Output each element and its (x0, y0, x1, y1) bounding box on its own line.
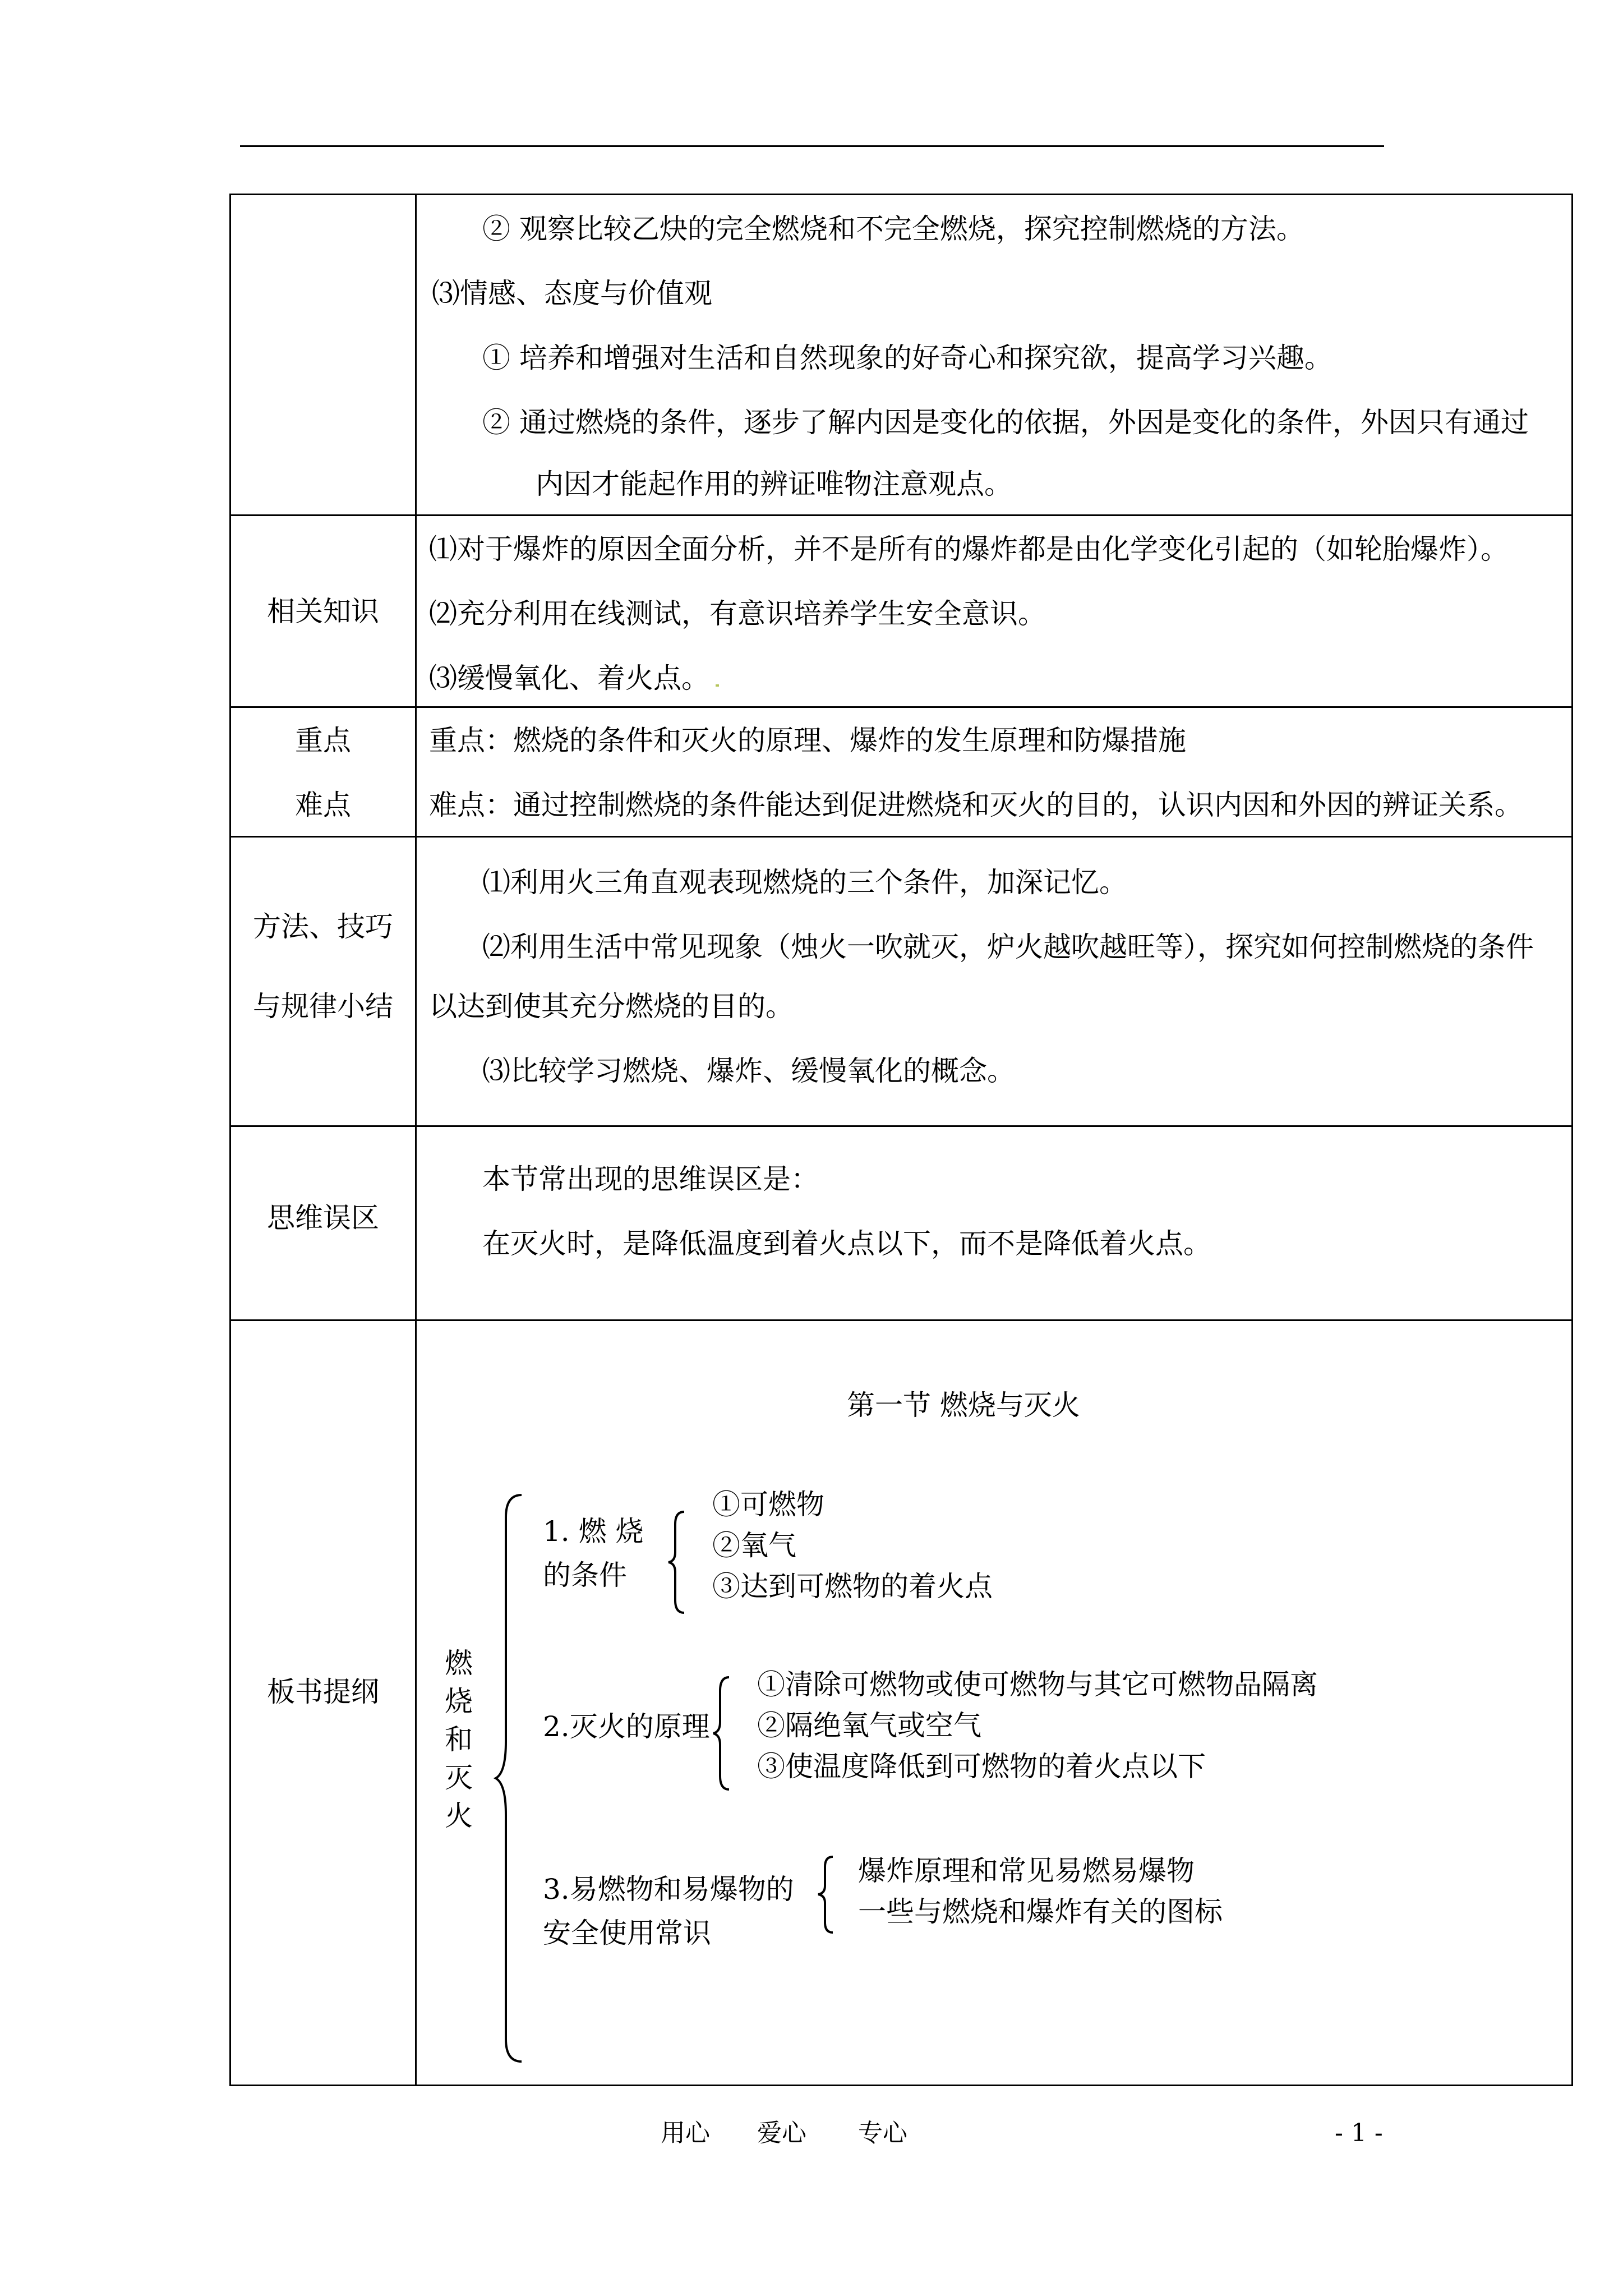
branch-3-item: 爆炸原理和常见易燃易爆物 (858, 1855, 1195, 1887)
objective-line-continuation: 内因才能起作用的辨证唯物注意观点。 (536, 468, 1012, 500)
row-label-methods: 方法、技巧 (253, 910, 393, 943)
objective-line: ② 通过燃烧的条件，逐步了解内因是变化的依据，外因是变化的条件，外因只有通过 (482, 406, 1529, 439)
row-label-methods: 与规律小结 (253, 990, 393, 1023)
row-label-board-outline: 板书提纲 (267, 1676, 379, 1708)
outline-title: 第一节 燃烧与灭火 (847, 1389, 1080, 1421)
outline-root-char: 和 (445, 1723, 473, 1756)
outline-root-char: 火 (445, 1800, 473, 1832)
branch-2-label: 2.灭火的原理 (543, 1710, 710, 1743)
branch-1-item: ③达到可燃物的着火点 (712, 1570, 993, 1603)
row-label-misconception: 思维误区 (267, 1202, 379, 1234)
objective-line: ① 培养和增强对生活和自然现象的好奇心和探究欲，提高学习兴趣。 (482, 342, 1332, 374)
content-line: ⑶缓慢氧化、着火点。 (429, 662, 709, 694)
content-line: ⑶比较学习燃烧、爆炸、缓慢氧化的概念。 (482, 1055, 1015, 1087)
branch-1-item: ②氧气 (712, 1529, 796, 1562)
branch-2-item: ②隔绝氧气或空气 (757, 1709, 981, 1742)
branch-2-item: ③使温度降低到可燃物的着火点以下 (757, 1750, 1206, 1783)
branch-1-brace (666, 1512, 689, 1613)
branch-1-label: 的条件 (543, 1559, 627, 1591)
content-line: 难点：通过控制燃烧的条件能达到促进燃烧和灭火的目的，认识内因和外因的辨证关系。 (429, 789, 1523, 821)
table-border-bottom (229, 2085, 1573, 2086)
outline-root-char: 烧 (445, 1685, 473, 1718)
stray-mark (716, 684, 719, 687)
objective-line: ② 观察比较乙炔的完全燃烧和不完全燃烧，探究控制燃烧的方法。 (482, 213, 1304, 245)
outline-root-char: 灭 (445, 1761, 473, 1794)
content-line: 本节常出现的思维误区是： (482, 1163, 819, 1195)
outline-brace-main (494, 1495, 527, 2062)
footer-motto: 用心 (661, 2119, 710, 2147)
row-divider (229, 1125, 1573, 1127)
content-line: ⑴对于爆炸的原因全面分析，并不是所有的爆炸都是由化学变化引起的（如轮胎爆炸）。 (429, 533, 1509, 565)
branch-3-brace (816, 1857, 838, 1932)
branch-3-label: 3.易燃物和易爆物的 (543, 1873, 794, 1906)
content-line: ⑵充分利用在线测试，有意识培养学生安全意识。 (429, 597, 1046, 630)
page-number: - 1 - (1335, 2119, 1383, 2147)
header-rule (240, 145, 1384, 147)
branch-2-item: ①清除可燃物或使可燃物与其它可燃物品隔离 (757, 1668, 1318, 1701)
row-label-difficulty: 难点 (295, 789, 351, 821)
row-divider (229, 836, 1573, 838)
branch-2-brace (711, 1677, 734, 1789)
outline-root-char: 燃 (445, 1647, 473, 1680)
content-line: 在灭火时，是降低温度到着火点以下，而不是降低着火点。 (482, 1227, 1211, 1260)
footer-motto: 专心 (858, 2119, 907, 2147)
content-line: ⑵利用生活中常见现象（烛火一吹就灭，炉火越吹越旺等），探究如何控制燃烧的条件 (482, 931, 1534, 963)
content-line: 重点：燃烧的条件和灭火的原理、爆炸的发生原理和防爆措施 (429, 724, 1186, 757)
branch-1-item: ①可燃物 (712, 1488, 824, 1521)
row-label-related-knowledge: 相关知识 (267, 595, 379, 628)
content-line-continuation: 以达到使其充分燃烧的目的。 (429, 990, 794, 1023)
content-line: ⑴利用火三角直观表现燃烧的三个条件，加深记忆。 (482, 866, 1127, 899)
branch-3-label: 安全使用常识 (543, 1917, 711, 1949)
column-divider (415, 194, 417, 2086)
row-divider (229, 1319, 1573, 1321)
row-label-key-point: 重点 (295, 724, 351, 757)
row-divider (229, 706, 1573, 708)
branch-1-label: 1. 燃 烧 (543, 1515, 644, 1548)
footer-motto: 爱心 (757, 2119, 806, 2147)
objective-heading: ⑶情感、态度与价值观 (432, 277, 712, 310)
table-border-right (1571, 194, 1573, 2086)
branch-3-item: 一些与燃烧和爆炸有关的图标 (858, 1895, 1223, 1928)
table-border-left (229, 194, 231, 2086)
row-divider (229, 514, 1573, 516)
table-border-top (229, 194, 1573, 195)
